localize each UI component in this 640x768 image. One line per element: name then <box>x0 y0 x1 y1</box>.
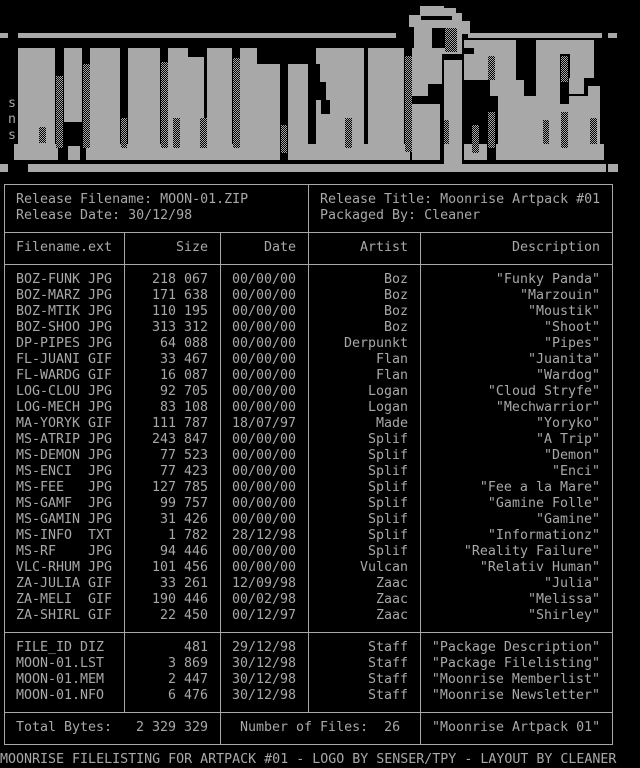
file-date-cell: 00/00/00 <box>231 304 296 319</box>
file-list <box>5 272 612 624</box>
moonrise-logo <box>0 0 640 184</box>
file-date-cell: 00/00/00 <box>231 560 296 575</box>
file-row <box>5 464 612 480</box>
file-row <box>5 368 612 384</box>
file-name-cell: BOZ-MTIK JPG <box>16 304 113 319</box>
file-artist-cell: Splif <box>367 480 408 495</box>
file-name-cell: ZA-MELI GIF <box>16 592 113 607</box>
file-description-cell: "Gamine" <box>535 512 600 527</box>
file-description-cell: "Moustik" <box>527 304 600 319</box>
pack-title: "Moonrise Artpack 01" <box>432 720 601 735</box>
file-row <box>5 560 612 576</box>
file-name-cell: BOZ-SHOO JPG <box>16 320 113 335</box>
file-row <box>5 400 612 416</box>
file-artist-cell: Boz <box>383 320 408 335</box>
logo-side-letter: s <box>8 96 17 111</box>
file-description-cell: "Melissa" <box>527 592 600 607</box>
file-date-cell: 00/00/00 <box>231 336 296 351</box>
table-border <box>4 744 613 745</box>
total-bytes-label: Total Bytes: <box>16 720 113 735</box>
file-date-cell: 12/09/98 <box>231 576 296 591</box>
file-row <box>5 576 612 592</box>
file-size-cell: 111 787 <box>151 416 208 431</box>
file-artist-cell: Staff <box>367 640 408 655</box>
file-artist-cell: Flan <box>375 368 408 383</box>
file-row <box>5 688 612 704</box>
file-name-cell: MS-GAMIN JPG <box>16 512 113 527</box>
file-date-cell: 00/00/00 <box>231 464 296 479</box>
logo-side-letter: n <box>8 112 17 127</box>
file-description-cell: "A Trip" <box>535 432 600 447</box>
file-size-cell: 218 067 <box>151 272 208 287</box>
file-size-cell: 33 261 <box>159 576 208 591</box>
file-size-cell: 33 467 <box>159 352 208 367</box>
file-row <box>5 384 612 400</box>
file-artist-cell: Splif <box>367 448 408 463</box>
file-name-cell: LOG-MECH JPG <box>16 400 113 415</box>
file-description-cell: "Informationz" <box>487 528 600 543</box>
file-artist-cell: Logan <box>367 384 408 399</box>
logo-frame-top <box>0 33 617 38</box>
file-description-cell: "Funky Panda" <box>495 272 600 287</box>
file-name-cell: BOZ-FUNK JPG <box>16 272 113 287</box>
file-size-cell: 243 847 <box>151 432 208 447</box>
file-artist-cell: Splif <box>367 464 408 479</box>
file-artist-cell: Made <box>375 416 408 431</box>
file-date-cell: 28/12/98 <box>231 528 296 543</box>
file-date-cell: 00/00/00 <box>231 448 296 463</box>
file-size-cell: 313 312 <box>151 320 208 335</box>
file-description-cell: "Mechwarrior" <box>495 400 600 415</box>
file-size-cell: 127 785 <box>151 480 208 495</box>
file-description-cell: "Enci" <box>551 464 600 479</box>
file-date-cell: 00/00/00 <box>231 400 296 415</box>
file-description-cell: "Wardog" <box>535 368 600 383</box>
file-row <box>5 640 612 656</box>
file-date-cell: 00/00/00 <box>231 480 296 495</box>
file-size-cell: 6 476 <box>167 688 208 703</box>
column-header-date: Date <box>263 240 296 255</box>
file-description-cell: "Demon" <box>543 448 600 463</box>
file-name-cell: FILE_ID DIZ <box>16 640 105 655</box>
file-name-cell: MS-ENCI JPG <box>16 464 113 479</box>
file-artist-cell: Boz <box>383 272 408 287</box>
file-date-cell: 00/00/00 <box>231 368 296 383</box>
file-description-cell: "Relativ Human" <box>479 560 600 575</box>
file-size-cell: 64 088 <box>159 336 208 351</box>
file-name-cell: ZA-SHIRL GIF <box>16 608 113 623</box>
file-artist-cell: Staff <box>367 656 408 671</box>
total-bytes-value: 2 329 329 <box>136 720 209 735</box>
file-name-cell: MS-ATRIP JPG <box>16 432 113 447</box>
file-row <box>5 320 612 336</box>
column-header-artist: Artist <box>359 240 408 255</box>
file-row <box>5 416 612 432</box>
file-name-cell: MOON-01.LST <box>16 656 105 671</box>
file-artist-cell: Vulcan <box>359 560 408 575</box>
file-size-cell: 22 450 <box>159 608 208 623</box>
file-name-cell: FL-WARDG GIF <box>16 368 113 383</box>
file-date-cell: 30/12/98 <box>231 688 296 703</box>
file-description-cell: "Marzouin" <box>519 288 600 303</box>
file-date-cell: 00/00/00 <box>231 320 296 335</box>
file-size-cell: 1 782 <box>167 528 208 543</box>
file-date-cell: 00/00/00 <box>231 352 296 367</box>
file-artist-cell: Splif <box>367 544 408 559</box>
file-description-cell: "Moonrise Newsletter" <box>431 688 600 703</box>
file-date-cell: 00/12/97 <box>231 608 296 623</box>
release-title: Release Title: Moonrise Artpack #01 <box>320 192 601 207</box>
file-size-cell: 16 087 <box>159 368 208 383</box>
file-size-cell: 83 108 <box>159 400 208 415</box>
column-header-size: Size <box>175 240 208 255</box>
file-name-cell: ZA-JULIA GIF <box>16 576 113 591</box>
file-row <box>5 544 612 560</box>
file-row <box>5 656 612 672</box>
file-row <box>5 528 612 544</box>
file-artist-cell: Boz <box>383 304 408 319</box>
file-date-cell: 00/02/98 <box>231 592 296 607</box>
file-size-cell: 481 <box>183 640 208 655</box>
table-border <box>612 184 613 745</box>
file-date-cell: 00/00/00 <box>231 496 296 511</box>
file-row <box>5 272 612 288</box>
file-size-cell: 101 456 <box>151 560 208 575</box>
file-description-cell: "Juanita" <box>527 352 600 367</box>
file-name-cell: MS-GAMF JPG <box>16 496 113 511</box>
file-artist-cell: Zaac <box>375 608 408 623</box>
file-name-cell: MOON-01.MEM <box>16 672 105 687</box>
file-description-cell: "Shoot" <box>543 320 600 335</box>
file-date-cell: 29/12/98 <box>231 640 296 655</box>
file-row <box>5 304 612 320</box>
file-date-cell: 00/00/00 <box>231 512 296 527</box>
file-name-cell: MS-FEE JPG <box>16 480 113 495</box>
file-date-cell: 00/00/00 <box>231 432 296 447</box>
file-size-cell: 3 869 <box>167 656 208 671</box>
file-date-cell: 18/07/97 <box>231 416 296 431</box>
file-artist-cell: Staff <box>367 688 408 703</box>
file-row <box>5 288 612 304</box>
file-row <box>5 352 612 368</box>
file-name-cell: MS-DEMON JPG <box>16 448 113 463</box>
file-name-cell: MS-INFO TXT <box>16 528 113 543</box>
file-size-cell: 110 195 <box>151 304 208 319</box>
file-size-cell: 77 423 <box>159 464 208 479</box>
file-size-cell: 31 426 <box>159 512 208 527</box>
logo-letters <box>14 40 604 172</box>
file-description-cell: "Package Description" <box>431 640 600 655</box>
file-name-cell: LOG-CLOU JPG <box>16 384 113 399</box>
file-artist-cell: Flan <box>375 352 408 367</box>
file-name-cell: MOON-01.NFO <box>16 688 105 703</box>
file-artist-cell: Zaac <box>375 576 408 591</box>
file-artist-cell: Boz <box>383 288 408 303</box>
file-size-cell: 94 446 <box>159 544 208 559</box>
release-date: Release Date: 30/12/98 <box>16 208 193 223</box>
file-row <box>5 496 612 512</box>
moon-shade <box>445 28 457 52</box>
file-name-cell: BOZ-MARZ JPG <box>16 288 113 303</box>
release-packager: Packaged By: Cleaner <box>320 208 481 223</box>
file-row <box>5 592 612 608</box>
footer-credits: MOONRISE FILELISTING FOR ARTPACK #01 - LOGO BY SENSER/TPY - LAYOUT BY CLEANER <box>0 752 617 767</box>
logo-side-letter: s <box>8 128 17 143</box>
table-header-row <box>5 240 612 256</box>
file-count: Number of Files: 26 <box>240 720 401 735</box>
file-row <box>5 512 612 528</box>
file-description-cell: "Pipes" <box>543 336 600 351</box>
logo-frame-bottom <box>0 164 618 172</box>
file-artist-cell: Zaac <box>375 592 408 607</box>
file-description-cell: "Moonrise Memberlist" <box>431 672 600 687</box>
file-artist-cell: Logan <box>367 400 408 415</box>
file-date-cell: 00/00/00 <box>231 544 296 559</box>
file-row <box>5 672 612 688</box>
file-description-cell: "Package Filelisting" <box>431 656 600 671</box>
file-size-cell: 77 523 <box>159 448 208 463</box>
file-name-cell: VLC-RHUM JPG <box>16 560 113 575</box>
file-description-cell: "Cloud Stryfe" <box>487 384 600 399</box>
file-date-cell: 00/00/00 <box>231 384 296 399</box>
file-description-cell: "Shirley" <box>527 608 600 623</box>
file-artist-cell: Staff <box>367 672 408 687</box>
file-size-cell: 99 757 <box>159 496 208 511</box>
file-row <box>5 432 612 448</box>
release-filename: Release Filename: MOON-01.ZIP <box>16 192 249 207</box>
column-header-filename: Filename.ext <box>16 240 113 255</box>
file-description-cell: "Yoryko" <box>535 416 600 431</box>
file-size-cell: 190 446 <box>151 592 208 607</box>
file-row <box>5 480 612 496</box>
file-date-cell: 30/12/98 <box>231 672 296 687</box>
moon-shadow <box>432 28 445 48</box>
file-size-cell: 92 705 <box>159 384 208 399</box>
file-date-cell: 30/12/98 <box>231 656 296 671</box>
file-description-cell: "Reality Failure" <box>463 544 600 559</box>
file-size-cell: 2 447 <box>167 672 208 687</box>
file-name-cell: MS-RF JPG <box>16 544 113 559</box>
file-row <box>5 336 612 352</box>
file-description-cell: "Gamine Folle" <box>487 496 600 511</box>
file-name-cell: DP-PIPES JPG <box>16 336 113 351</box>
file-artist-cell: Splif <box>367 528 408 543</box>
file-date-cell: 00/00/00 <box>231 272 296 287</box>
file-artist-cell: Derpunkt <box>343 336 408 351</box>
file-date-cell: 00/00/00 <box>231 288 296 303</box>
file-description-cell: "Fee a la Mare" <box>479 480 600 495</box>
file-description-cell: "Julia" <box>543 576 600 591</box>
file-artist-cell: Splif <box>367 512 408 527</box>
file-row <box>5 448 612 464</box>
file-size-cell: 171 638 <box>151 288 208 303</box>
file-row <box>5 608 612 624</box>
column-header-description: Description <box>511 240 600 255</box>
file-artist-cell: Splif <box>367 432 408 447</box>
file-artist-cell: Splif <box>367 496 408 511</box>
staff-file-list <box>5 640 612 704</box>
file-name-cell: FL-JUANI GIF <box>16 352 113 367</box>
file-name-cell: MA-YORYK GIF <box>16 416 113 431</box>
